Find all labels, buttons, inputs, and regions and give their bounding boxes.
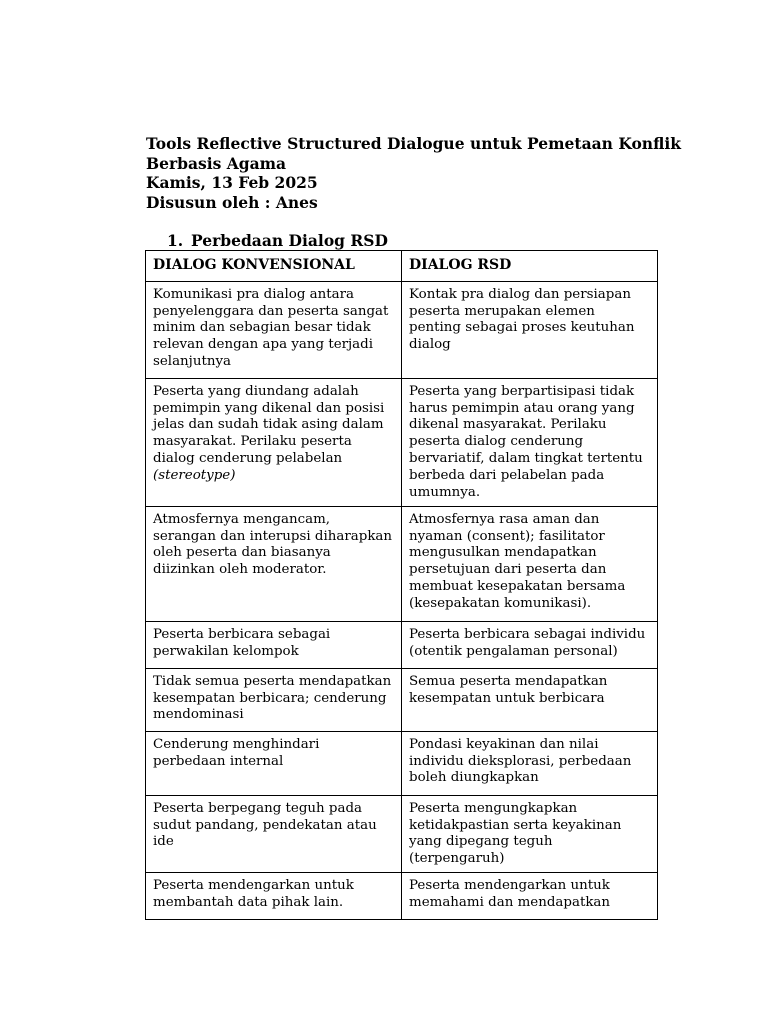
cell-konvensional: Tidak semua peserta mendapatkan kesempatan berbicara; cenderung mendominasi [146,668,402,731]
document-header [146,134,686,212]
cell-konvensional: Peserta mendengarkan untuk membantah data pihak lain. [146,872,402,919]
table-row [146,668,658,731]
cell-konvensional: Peserta berbicara sebagai perwakilan kelompok [146,621,402,668]
table-row [146,872,658,919]
document-title-line-1: Tools Reflective Structured Dialogue untuk Pemetaan Konflik [146,134,681,153]
document-author: Disusun oleh : Anes [146,192,318,212]
comparison-table [145,250,658,920]
column-header-rsd: DIALOG RSD [402,251,658,282]
cell-konvensional: Komunikasi pra dialog antara penyelenggara dan peserta sangat minim dan sebagian besar tidak relevan dengan apa yang terjadi selanjutnya [146,281,402,378]
cell-text-italic: (stereotype) [153,467,236,483]
table-row [146,731,658,795]
column-header-konvensional: DIALOG KONVENSIONAL [146,251,402,282]
cell-rsd: Peserta mendengarkan untuk memahami dan mendapatkan [402,872,658,919]
cell-text: Peserta yang diundang adalah pemimpin yang dikenal dan posisi jelas dan sudah tidak asing dalam masyarakat. Perilaku peserta dialog cenderung pelabelan [153,383,385,466]
section-number: 1. [167,231,184,250]
section-heading [167,231,388,251]
table-row [146,281,658,378]
table-row [146,795,658,872]
cell-konvensional [146,378,402,506]
cell-rsd: Semua peserta mendapatkan kesempatan untuk berbicara [402,668,658,731]
cell-rsd: Atmosfernya rasa aman dan nyaman (consent); fasilitator mengusulkan mendapatkan persetujuan dari peserta dan membuat kesepakatan bersama (kesepakatan komunikasi). [402,506,658,621]
table-header-row [146,251,658,282]
cell-rsd: Peserta mengungkapkan ketidakpastian serta keyakinan yang dipegang teguh (terpengaruh) [402,795,658,872]
cell-rsd: Peserta berbicara sebagai individu (otentik pengalaman personal) [402,621,658,668]
cell-rsd: Pondasi keyakinan dan nilai individu dieksplorasi, perbedaan boleh diungkapkan [402,731,658,795]
cell-konvensional: Cenderung menghindari perbedaan internal [146,731,402,795]
table-row [146,621,658,668]
document-title-line-2: Berbasis Agama [146,153,287,173]
section-title: Perbedaan Dialog RSD [191,231,388,250]
cell-konvensional: Peserta berpegang teguh pada sudut pandang, pendekatan atau ide [146,795,402,872]
table-row [146,378,658,506]
cell-rsd: Peserta yang berpartisipasi tidak harus pemimpin atau orang yang dikenal masyarakat. Perilaku peserta dialog cenderung bervariatif, dalam tingkat tertentu berbeda dari pelabelan pada umumnya. [402,378,658,506]
table-row [146,506,658,621]
cell-konvensional: Atmosfernya mengancam, serangan dan interupsi diharapkan oleh peserta dan biasanya diizinkan oleh moderator. [146,506,402,621]
cell-rsd: Kontak pra dialog dan persiapan peserta merupakan elemen penting sebagai proses keutuhan dialog [402,281,658,378]
document-date: Kamis, 13 Feb 2025 [146,173,318,192]
